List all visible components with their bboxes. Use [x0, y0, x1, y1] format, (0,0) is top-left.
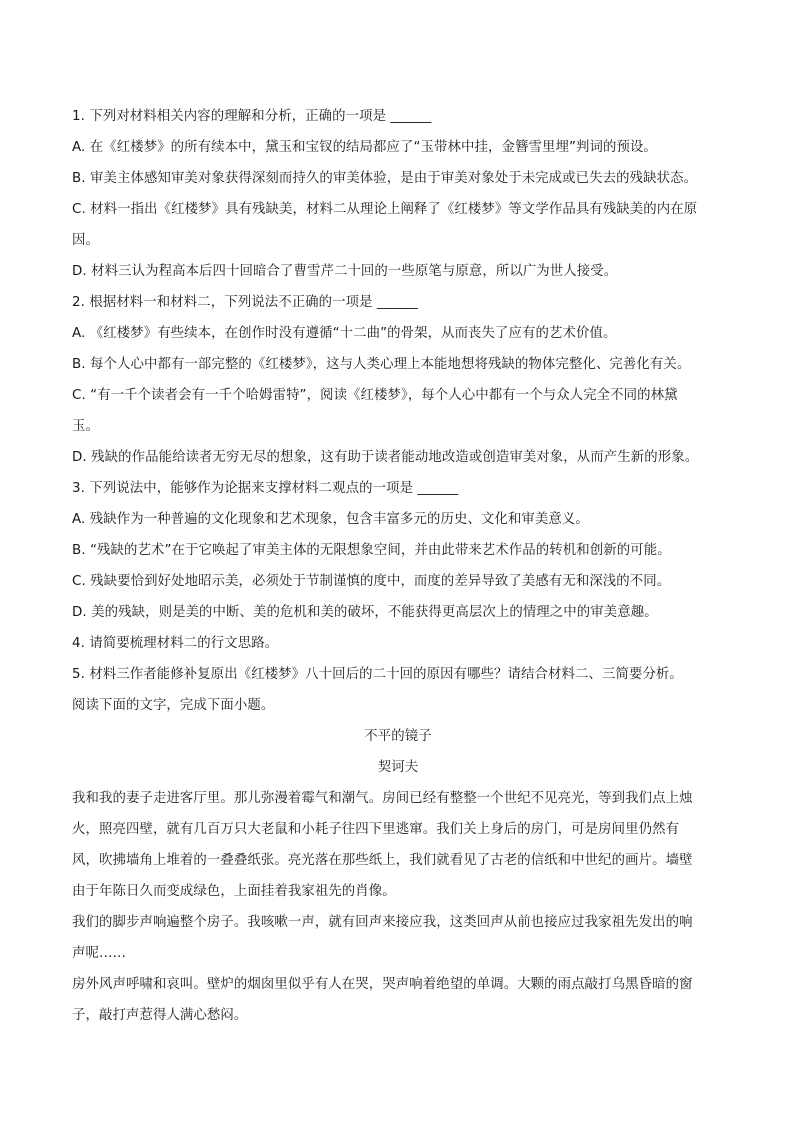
- question-2-option-c: C. “有一千个读者会有一千个哈姆雷特”，阅读《红楼梦》，每个人心中都有一个与众人完全不同的林黛: [72, 388, 678, 403]
- story-line: 我们的脚步声响遍整个房子。我咳嗽一声，就有回声来接应我，这类回声从前也接应过我家祖先发出的响: [72, 915, 693, 930]
- story-line: 火，照亮四壁，就有几百万只大老鼠和小耗子往四下里逃窜。我们关上身后的房门，可是房间里仍然有: [72, 822, 680, 837]
- story-line: 由于年陈日久而变成绿色，上面挂着我家祖先的肖像。: [72, 884, 396, 899]
- question-3-option-d: D. 美的残缺，则是美的中断、美的危机和美的破坏，不能获得更高层次上的情理之中的审美意趣。: [72, 605, 658, 620]
- question-3-option-c: C. 残缺要恰到好处地昭示美，必须处于节制谨慎的度中，而度的差异导致了美感有无和深浅的不同。: [72, 574, 671, 589]
- story-author: 契诃夫: [377, 760, 419, 775]
- question-5-stem: 5. 材料三作者能修补复原出《红楼梦》八十回后的二十回的原因有哪些？请结合材料二、三简要分析。: [72, 667, 683, 682]
- document-content: [72, 101, 724, 1031]
- story-line: 房外风声呼啸和哀叫。壁炉的烟囱里似乎有人在哭，哭声响着绝望的单调。大颗的雨点敲打乌黑昏暗的窗: [72, 977, 693, 992]
- question-1-stem: 1. 下列对材料相关内容的理解和分析，正确的一项是 ______: [72, 109, 432, 124]
- question-1-option-a: A. 在《红楼梦》的所有续本中，黛玉和宝钗的结局都应了“玉带林中挂，金簪雪里埋”判词的预设。: [72, 140, 657, 155]
- question-3-option-b: B. “残缺的艺术”在于它唤起了审美主体的无限想象空间，并由此带来艺术作品的转机和创新的可能。: [72, 543, 671, 558]
- question-4-stem: 4. 请简要梳理材料二的行文思路。: [72, 636, 279, 651]
- question-2-option-d: D. 残缺的作品能给读者无穷无尽的想象，这有助于读者能动地改造或创造审美对象，从而产生新的形象。: [72, 450, 699, 465]
- story-line: 子，敲打声惹得人满心愁闷。: [72, 1008, 248, 1023]
- story-title: 不平的镜子: [364, 729, 432, 744]
- question-3-stem: 3. 下列说法中，能够作为论据来支撑材料二观点的一项是 ______: [72, 481, 459, 496]
- question-1-option-c-cont: 因。: [72, 233, 99, 248]
- question-1-option-d: D. 材料三认为程高本后四十回暗合了曹雪芹二十回的一些原笔与原意，所以广为世人接受。: [72, 264, 618, 279]
- question-1-option-c: C. 材料一指出《红楼梦》具有残缺美，材料二从理论上阐释了《红楼梦》等文学作品具有残缺美的内在原: [72, 202, 698, 217]
- question-1-option-b: B. 审美主体感知审美对象获得深刻而持久的审美体验，是由于审美对象处于未完成或已失去的残缺状态。: [72, 171, 698, 186]
- story-line: 我和我的妻子走进客厅里。那儿弥漫着霉气和潮气。房间已经有整整一个世纪不见亮光，等到我们点上烛: [72, 791, 693, 806]
- question-2-option-b: B. 每个人心中都有一部完整的《红楼梦》，这与人类心理上本能地想将残缺的物体完整化、完善化有关。: [72, 357, 691, 372]
- story-line: 风，吹拂墙角上堆着的一叠叠纸张。亮光落在那些纸上，我们就看见了古老的信纸和中世纪的画片。墙壁: [72, 853, 693, 868]
- question-2-option-c-cont: 玉。: [72, 419, 99, 434]
- question-2-option-a: A. 《红楼梦》有些续本，在创作时没有遵循“十二曲”的骨架，从而丧失了应有的艺术价值。: [72, 326, 617, 341]
- story-line: 声呢……: [72, 946, 126, 961]
- question-3-option-a: A. 残缺作为一种普遍的文化现象和艺术现象，包含丰富多元的历史、文化和审美意义。: [72, 512, 589, 527]
- question-2-stem: 2. 根据材料一和材料二，下列说法不正确的一项是 ______: [72, 295, 418, 310]
- reading-intro: 阅读下面的文字，完成下面小题。: [72, 698, 275, 713]
